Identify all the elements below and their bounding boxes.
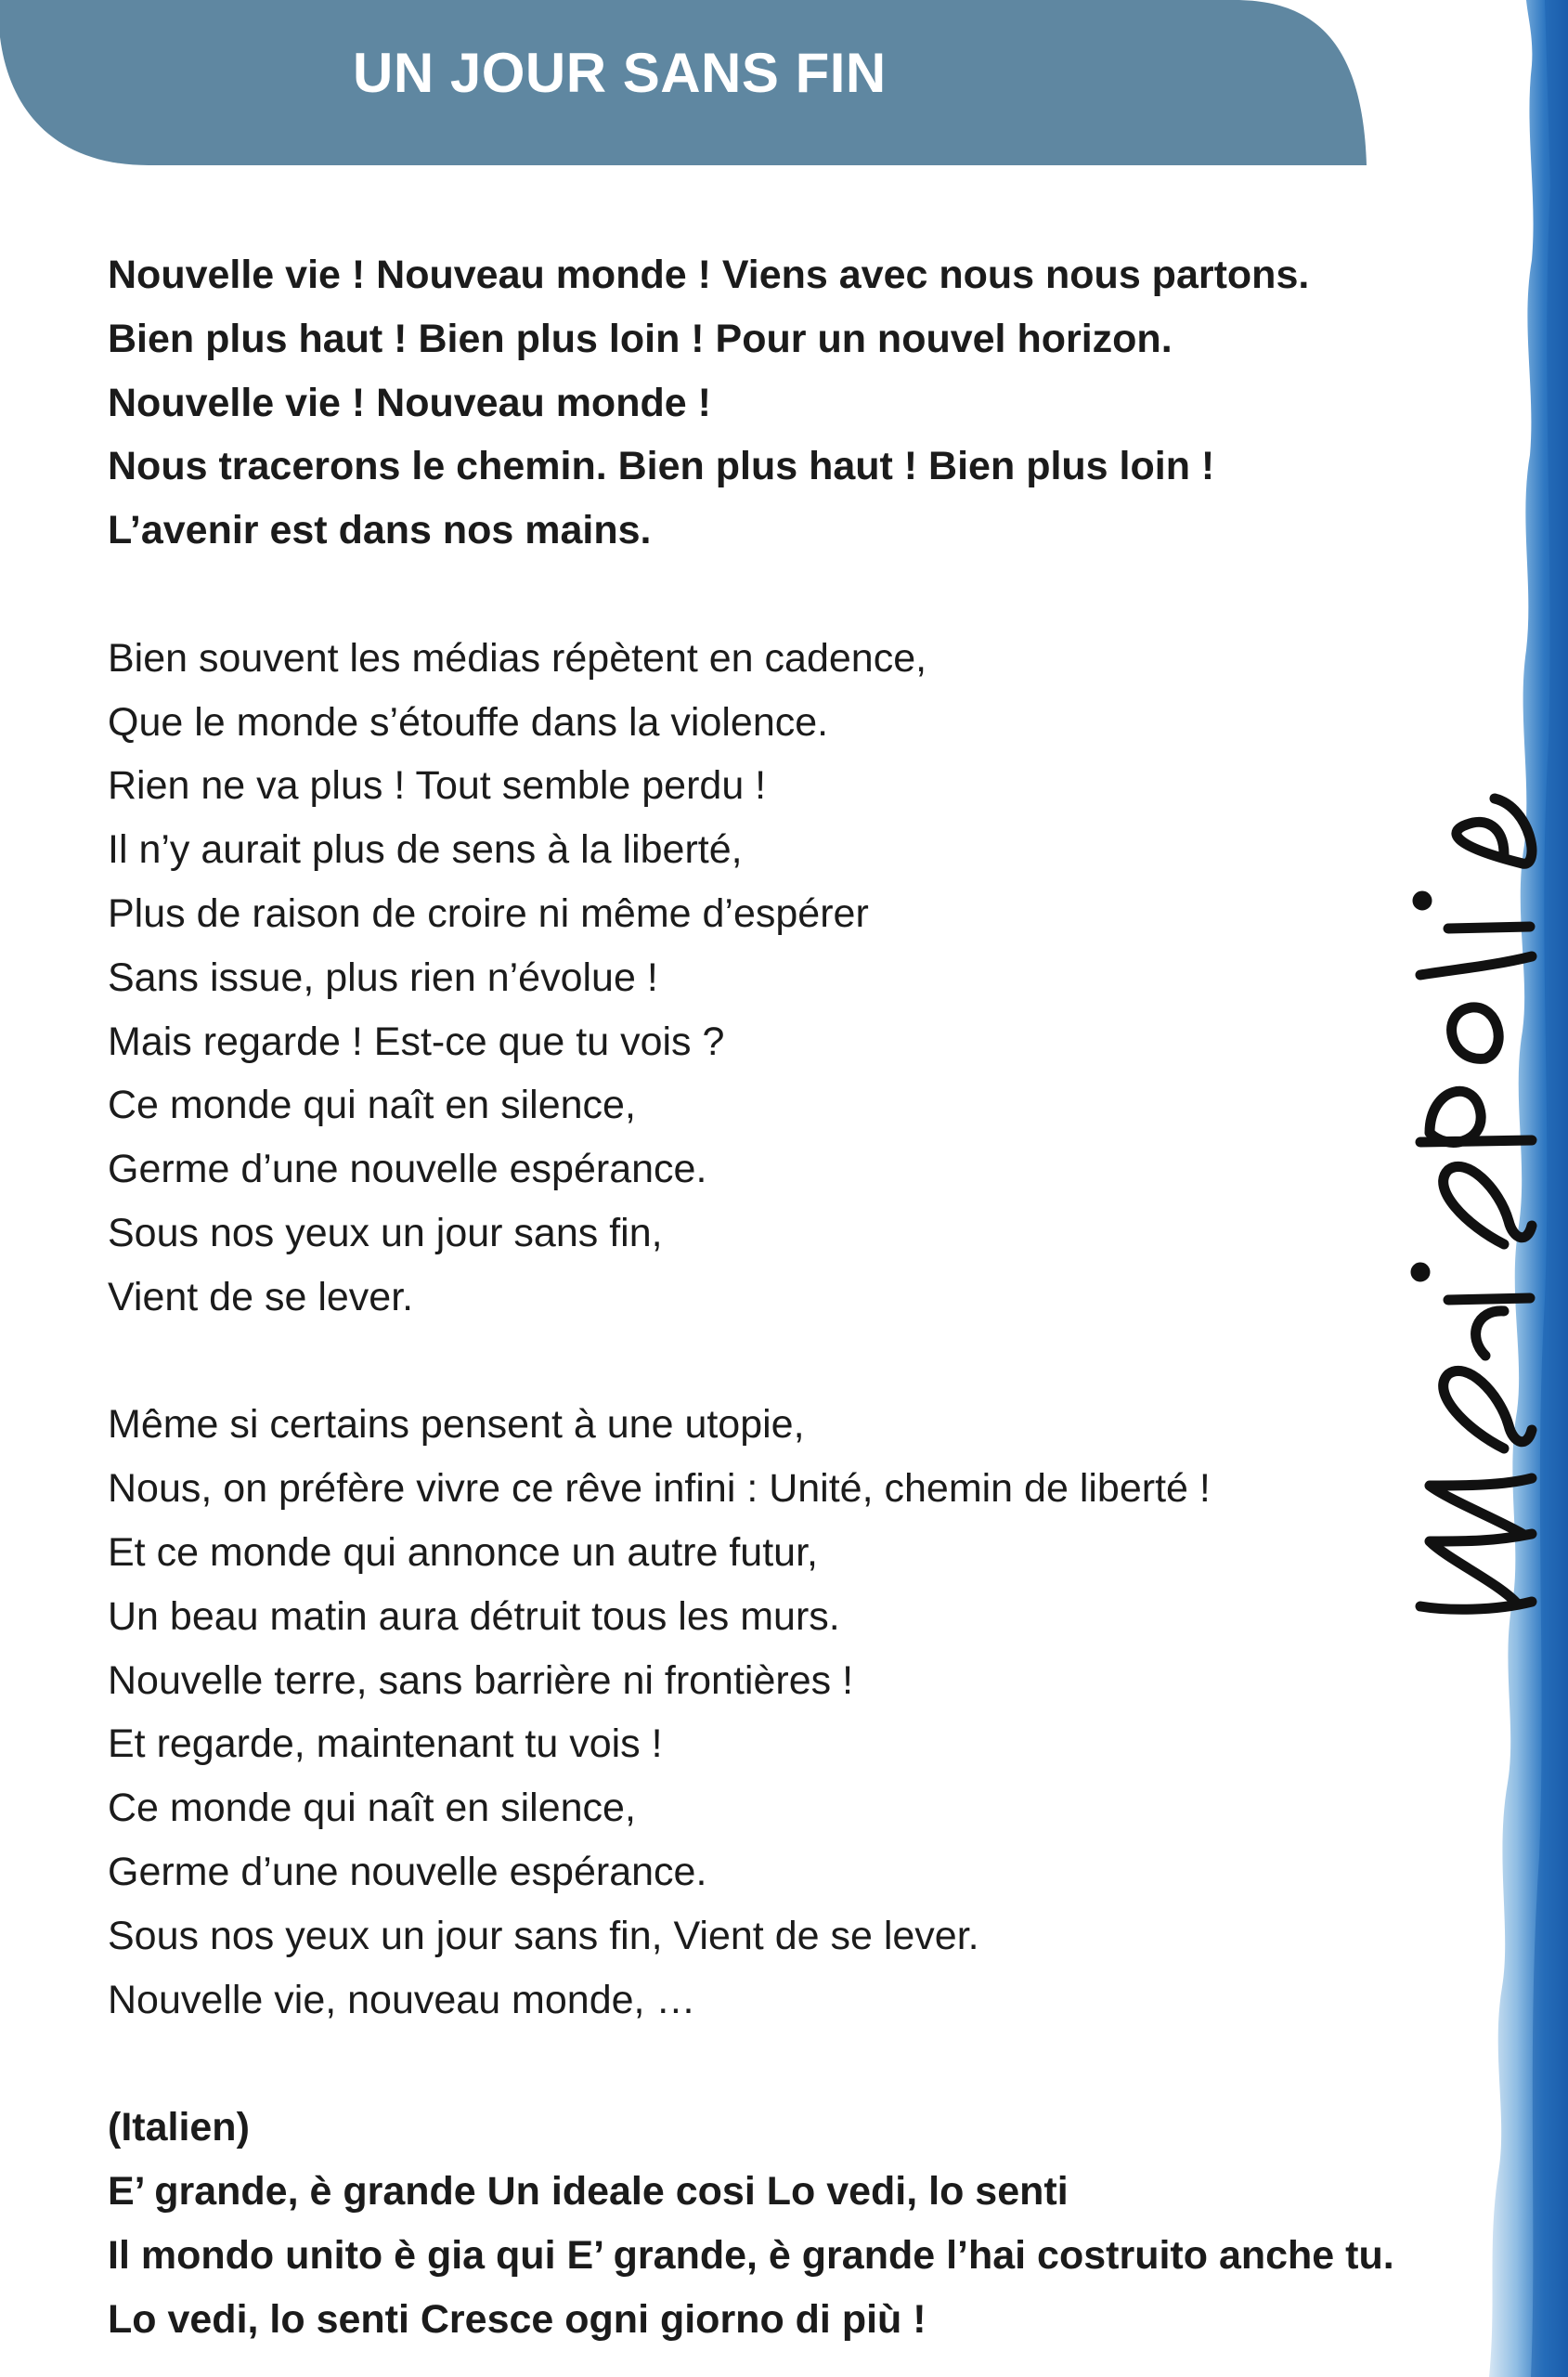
verse-2-block	[108, 1393, 1528, 2032]
chorus-block	[108, 243, 1528, 563]
lyric-line: Nous, on préfère vivre ce rêve infini : Unité, chemin de liberté !	[108, 1466, 1211, 1512]
lyric-line: Plus de raison de croire ni même d’espérer	[108, 890, 869, 936]
page-title: UN JOUR SANS FIN	[353, 42, 887, 104]
lyric-line: Sous nos yeux un jour sans fin,	[108, 1210, 663, 1255]
lyric-line: Bien souvent les médias répètent en cadence,	[108, 635, 927, 681]
lyric-line: Ce monde qui naît en silence,	[108, 1083, 636, 1128]
stanza-gap	[108, 563, 1528, 627]
lyric-line: Même si certains pensent à une utopie,	[108, 1402, 805, 1448]
lyric-line: E’ grande, è grande Un ideale cosi Lo vedi, lo senti	[108, 2168, 1069, 2214]
lyric-line: Lo vedi, lo senti Cresce ogni giorno di più !	[108, 2296, 927, 2342]
lyric-line: (Italien)	[108, 2105, 250, 2150]
lyric-line: Ce monde qui naît en silence,	[108, 1786, 636, 1831]
lyric-line: Et regarde, maintenant tu vois !	[108, 1721, 663, 1767]
lyrics	[108, 243, 1528, 2351]
lyric-line: Sous nos yeux un jour sans fin, Vient de se lever.	[108, 1913, 979, 1958]
verse-1-block	[108, 627, 1528, 1330]
stanza-gap	[108, 1330, 1528, 1394]
lyric-line: Bien plus haut ! Bien plus loin ! Pour un nouvel horizon.	[108, 316, 1173, 361]
stanza-gap	[108, 2032, 1528, 2096]
lyric-line: Et ce monde qui annonce un autre futur,	[108, 1529, 818, 1575]
lyric-line: Vient de se lever.	[108, 1274, 414, 1319]
lyric-line: Il n’y aurait plus de sens à la liberté,	[108, 827, 743, 873]
lyric-line: Nous tracerons le chemin. Bien plus haut ! Bien plus loin !	[108, 444, 1215, 489]
lyric-line: Nouvelle vie ! Nouveau monde !	[108, 380, 711, 425]
lyric-line: Germe d’une nouvelle espérance.	[108, 1147, 707, 1192]
lyric-line: Nouvelle terre, sans barrière ni frontières !	[108, 1657, 854, 1703]
lyric-line: Nouvelle vie ! Nouveau monde ! Viens avec nous nous partons.	[108, 253, 1310, 297]
lyric-line: Rien ne va plus ! Tout semble perdu !	[108, 763, 767, 809]
italian-block	[108, 2096, 1528, 2351]
lyric-line: Mais regarde ! Est-ce que tu vois ?	[108, 1019, 725, 1064]
lyric-line: Sans issue, plus rien n’évolue !	[108, 955, 658, 1000]
lyric-line: Germe d’une nouvelle espérance.	[108, 1849, 707, 1894]
lyric-line: Un beau matin aura détruit tous les murs.	[108, 1593, 840, 1639]
lyric-line: L’avenir est dans nos mains.	[108, 508, 652, 553]
lyric-line: Que le monde s’étouffe dans la violence.	[108, 699, 829, 745]
lyric-line: Nouvelle vie, nouveau monde, …	[108, 1977, 696, 2022]
lyric-line: Il mondo unito è gia qui E’ grande, è grande l’hai costruito anche tu.	[108, 2232, 1394, 2278]
